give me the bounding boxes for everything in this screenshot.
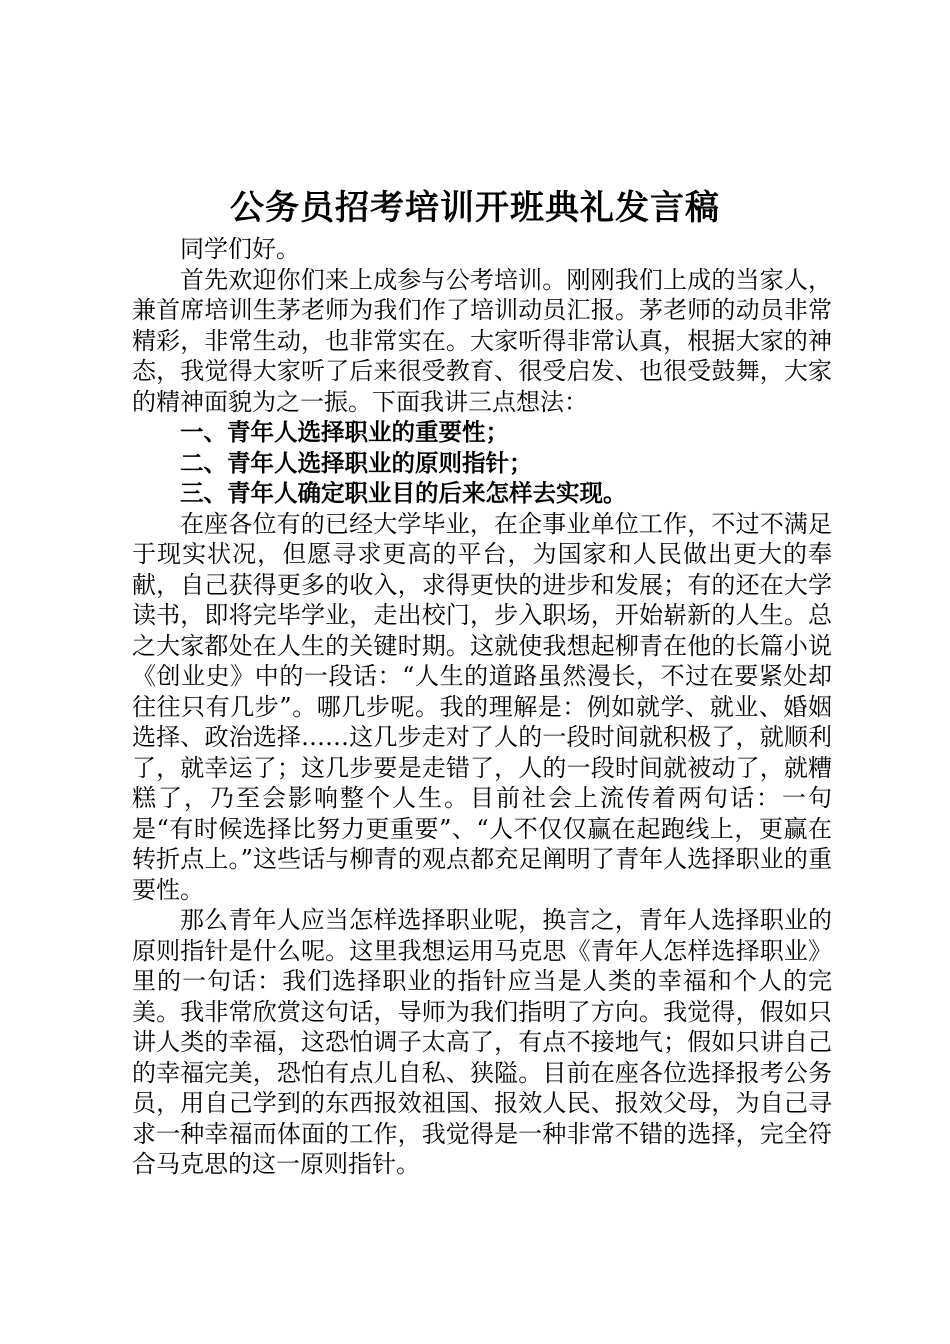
page-title: 公务员招考培训开班典礼发言稿 [230,188,720,228]
paragraph-principle: 那么青年人应当怎样选择职业呢，换言之，青年人选择职业的原则指针是什么呢。这里我想运用马克思《青年人怎样选择职业》里的一句话：我们选择职业的指针应当是人类的幸福和个人的完美。我非常欣赏这句话，导师为我们指明了方向。我觉得，假如只讲人类的幸福，这恐怕调子太高了，有点不接地气；假如只讲自己的幸福完美，恐怕有点儿自私、狭隘。目前在座各位选择报考公务员，用自己学到的东西报效祖国、报效人民、报效父母，为自己寻求一种幸福而体面的工作，我觉得是一种非常不错的选择，完全符合马克思的这一原则指针。 [132,906,832,1178]
paragraph-intro: 首先欢迎你们来上成参与公考培训。刚刚我们上成的当家人，兼首席培训生茅老师为我们作了培训动员汇报。茅老师的动员非常精彩，非常生动，也非常实在。大家听得非常认真，根据大家的神态，我觉得大家听了后来很受教育、很受启发、也很受鼓舞，大家的精神面貌为之一振。下面我讲三点想法： [132,265,832,416]
document-body [132,234,832,1180]
paragraph-importance: 在座各位有的已经大学毕业，在企事业单位工作，不过不满足于现实状况，但愿寻求更高的平台，为国家和人民做出更大的奉献，自己获得更多的收入，求得更快的进步和发展；有的还在大学读书，即将完毕学业，走出校门，步入职场，开始崭新的人生。总之大家都处在人生的关键时期。这就使我想起柳青在他的长篇小说《创业史》中的一段话：“人生的道路虽然漫长，不过在要紧处却往往只有几步”。哪几步呢。我的理解是：例如就学、就业、婚姻选择、政治选择……这几步走对了人的一段时间就积极了，就顺利了，就幸运了；这几步要是走错了，人的一段时间就被动了，就糟糕了，乃至会影响整个人生。目前社会上流传着两句话：一句是“有时候选择比努力更重要”、“人不仅仅赢在起跑线上，更赢在转折点上。”这些话与柳青的观点都充足阐明了青年人选择职业的重要性。 [132,509,832,904]
point-one: 一、青年人选择职业的重要性； [180,418,509,446]
paragraph-greeting: 同学们好。 [180,235,300,263]
point-two: 二、青年人选择职业的原则指针； [180,448,533,477]
point-three: 三、青年人确定职业目的后来怎样去实现。 [180,479,627,507]
